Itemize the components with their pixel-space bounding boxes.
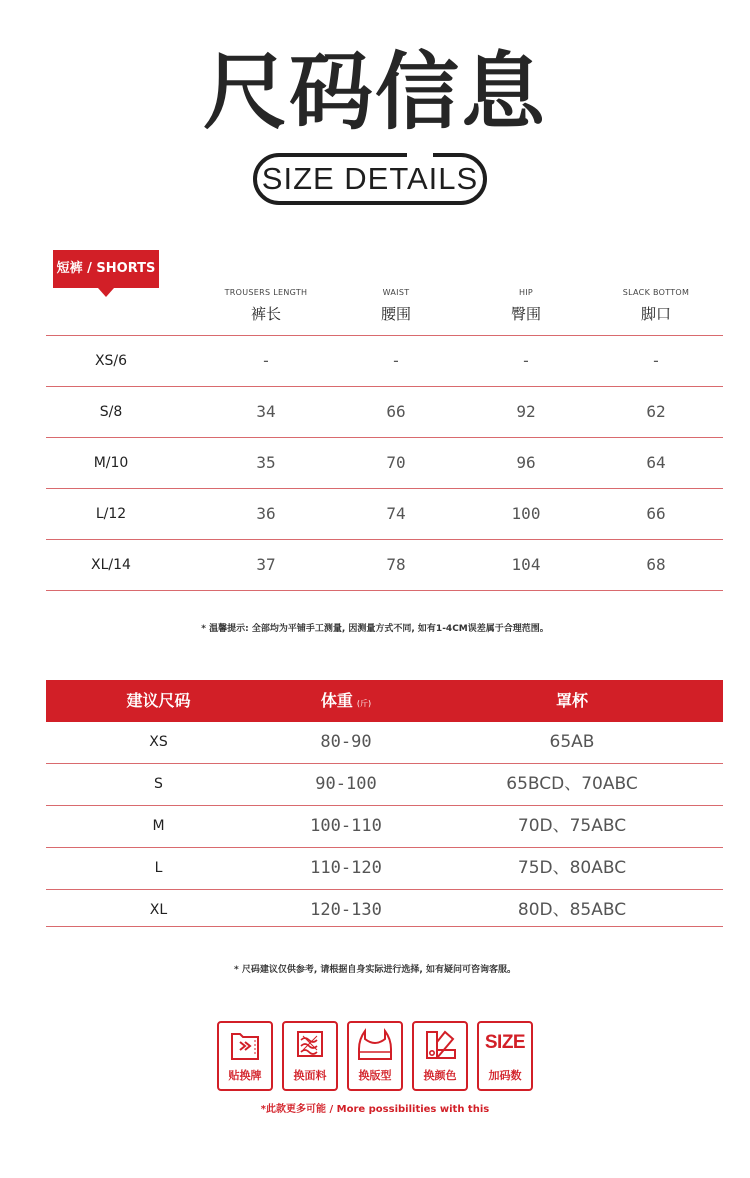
column-header-cn: 脚口 [640, 305, 671, 323]
table-divider [46, 590, 723, 591]
size-cell: L/12 [95, 506, 127, 522]
table-row [46, 540, 723, 590]
page-subtitle-badge [253, 153, 487, 205]
measurement-note: * 温馨提示: 全部均为平铺手工测量, 因测量方式不同, 如有1-4CM误差属于合理范围。 [201, 624, 549, 634]
header-suggested-size: 建议尺码 [126, 691, 191, 710]
slack-bottom-cell: 64 [646, 453, 666, 472]
hip-cell: 92 [516, 402, 536, 421]
service-pattern [347, 1021, 403, 1091]
size-cell: M [152, 818, 165, 834]
header-cup: 罩杯 [555, 691, 588, 710]
weight-cell: 80-90 [320, 732, 372, 752]
column-header-waist [331, 288, 461, 324]
service-label: 换面料 [293, 1069, 327, 1082]
cup-cell: 80D、85ABC [517, 900, 627, 920]
size-suggestion-note: * 尺码建议仅供参考, 请根据自身实际进行选择, 如有疑问可咨询客服。 [234, 965, 516, 975]
column-header-cn: 腰围 [380, 305, 411, 323]
hip-cell: 104 [511, 555, 541, 574]
recommend-table-header [46, 680, 723, 722]
size-cell: XL/14 [91, 557, 131, 573]
service-label: 换版型 [358, 1069, 392, 1082]
color-swatch-icon [423, 1028, 457, 1062]
column-header-cn: 臀围 [510, 305, 541, 323]
table-row [46, 336, 723, 386]
hip-cell: 100 [511, 504, 541, 523]
service-label: 换颜色 [423, 1069, 457, 1082]
size-cell: M/10 [93, 455, 129, 471]
cup-cell: 65BCD、70ABC [506, 774, 638, 794]
page-subtitle: SIZE DETAILS [261, 161, 479, 196]
badge-gap [407, 151, 433, 159]
page-title: 尺码信息 [202, 43, 547, 141]
shorts-tag-pointer [98, 288, 114, 297]
slack-bottom-cell: 66 [646, 504, 666, 523]
waist-cell: 78 [386, 555, 406, 574]
table-row [46, 438, 723, 488]
fabric-icon [293, 1028, 327, 1062]
hip-cell: - [521, 351, 531, 370]
waist-cell: 66 [386, 402, 406, 421]
table-row [46, 387, 723, 437]
header-weight-label: 体重 [320, 691, 353, 710]
trousers-length-cell: 37 [256, 555, 276, 574]
table-row [46, 489, 723, 539]
size-cell: XS [149, 734, 168, 750]
cup-cell: 70D、75ABC [517, 816, 627, 836]
waist-cell: 74 [386, 504, 406, 523]
header-weight [271, 680, 421, 722]
slack-bottom-cell: - [651, 351, 661, 370]
more-possibilities-caption: *此款更多可能 / More possibilities with this [260, 1104, 490, 1115]
service-fabric [282, 1021, 338, 1091]
column-header-slack-bottom [591, 288, 721, 324]
weight-cell: 90-100 [315, 774, 377, 794]
size-cell: S [154, 776, 163, 792]
trousers-length-cell: 34 [256, 402, 276, 421]
header-weight-unit: (斤) [356, 699, 372, 708]
column-header-hip [461, 288, 591, 324]
waist-cell: - [391, 351, 401, 370]
trousers-length-cell: - [261, 351, 271, 370]
size-text-icon: SIZE [484, 1032, 526, 1053]
size-cell: XS/6 [94, 353, 128, 369]
cup-cell: 75D、80ABC [517, 858, 627, 878]
service-label: 加码数 [488, 1069, 522, 1082]
column-header-en: SLACK BOTTOM [622, 288, 690, 297]
size-cell: L [154, 860, 163, 876]
size-cell: S/8 [99, 404, 123, 420]
slack-bottom-cell: 62 [646, 402, 666, 421]
table-row [46, 848, 723, 890]
service-color [412, 1021, 468, 1091]
trousers-length-cell: 35 [256, 453, 276, 472]
size-cell: XL [149, 902, 168, 918]
waist-cell: 70 [386, 453, 406, 472]
cup-cell: 65AB [549, 732, 595, 752]
service-add-size [477, 1021, 533, 1091]
column-header-en: TROUSERS LENGTH [224, 288, 308, 297]
table-row [46, 764, 723, 806]
trousers-length-cell: 36 [256, 504, 276, 523]
service-label: 贴换牌 [228, 1069, 262, 1082]
table-row [46, 722, 723, 764]
slack-bottom-cell: 68 [646, 555, 666, 574]
tank-top-icon [356, 1028, 394, 1062]
table-row [46, 806, 723, 848]
column-header-cn: 裤长 [250, 305, 281, 323]
shorts-tag: 短裤 / SHORTS [53, 250, 159, 288]
weight-cell: 110-120 [310, 858, 382, 878]
hip-cell: 96 [516, 453, 536, 472]
weight-cell: 100-110 [310, 816, 382, 836]
table-divider [46, 926, 723, 927]
label-swap-icon [228, 1028, 262, 1062]
column-header-en: HIP [518, 288, 534, 297]
weight-cell: 120-130 [310, 900, 382, 920]
column-header-en: WAIST [382, 288, 410, 297]
column-header-trousers-length [201, 288, 331, 324]
service-label-swap [217, 1021, 273, 1091]
